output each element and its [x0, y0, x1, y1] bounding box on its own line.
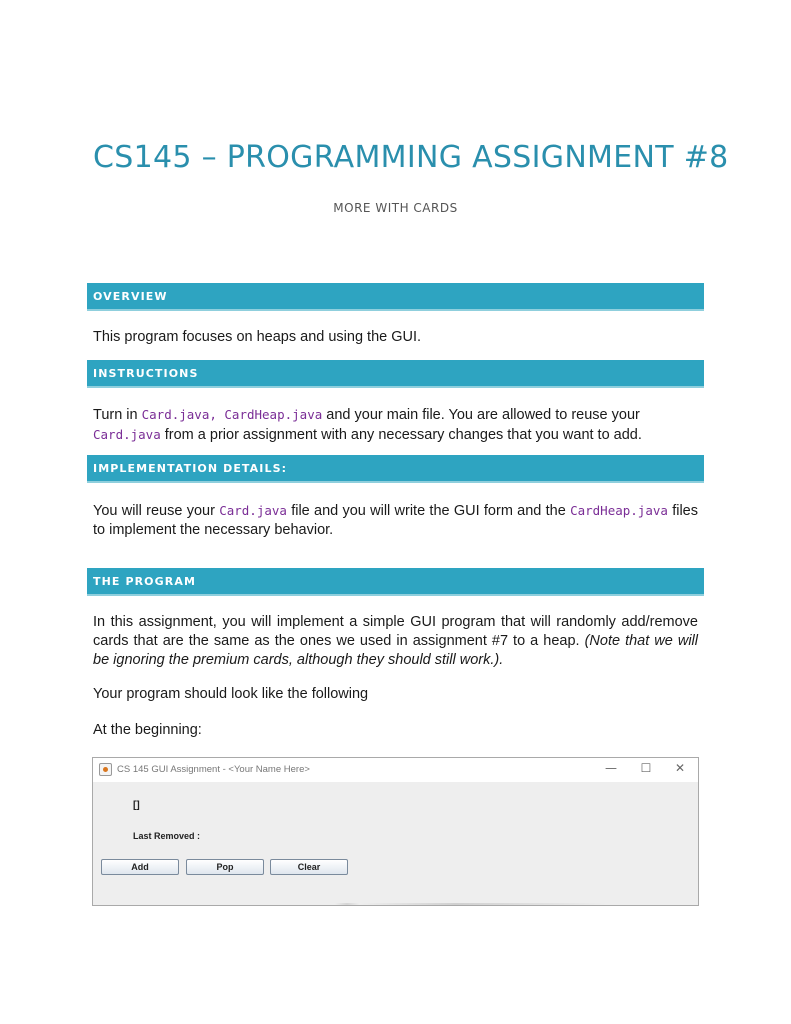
- program-paragraph-text: In this assignment, you will implement a simple GUI program that will randomly add/remove cards that are the same as the ones we used in assignment #7 to a heap.: [93, 614, 698, 649]
- close-icon[interactable]: ✕: [674, 761, 686, 775]
- java-app-icon: [99, 763, 112, 776]
- program-paragraph-note: (Note that we will be ignoring the premium cards, although they should still work.).: [93, 633, 698, 668]
- pop-button[interactable]: Pop: [186, 859, 264, 875]
- code-filename: Card.java: [93, 427, 161, 442]
- overview-heading: OVERVIEW: [93, 290, 168, 303]
- implementation-text-part: files to implement the necessary behavior.: [93, 503, 698, 538]
- clear-button[interactable]: Clear: [270, 859, 348, 875]
- last-removed-label: Last Removed :: [133, 831, 201, 841]
- code-filename: Card.java, CardHeap.java: [141, 407, 323, 422]
- program-paragraph-2: Your program should look like the following: [93, 686, 369, 702]
- program-paragraph-3: At the beginning:: [93, 722, 202, 738]
- maximize-icon[interactable]: ☐: [640, 761, 652, 775]
- instructions-text-part: from a prior assignment with any necessary changes that you want to add.: [160, 427, 642, 443]
- instructions-text: [93, 405, 698, 445]
- program-paragraph-1: [93, 613, 698, 670]
- overview-text: This program focuses on heaps and using the GUI.: [93, 329, 422, 345]
- gui-window-screenshot: [92, 757, 699, 906]
- cropped-edge: [93, 903, 698, 905]
- heap-display: []: [133, 800, 140, 811]
- instructions-heading-bar: [87, 360, 704, 388]
- instructions-heading: INSTRUCTIONS: [93, 367, 199, 380]
- implementation-text-part: You will reuse your: [93, 503, 220, 519]
- overview-heading-bar: [87, 283, 704, 311]
- gui-titlebar: [93, 758, 698, 782]
- instructions-text-part: and your main file. You are allowed to reuse your: [322, 407, 640, 423]
- code-filename: Card.java: [219, 503, 287, 518]
- page-title: CS145 – PROGRAMMING ASSIGNMENT #8: [93, 140, 729, 175]
- instructions-text-part: Turn in: [93, 407, 142, 423]
- page-subtitle: MORE WITH CARDS: [333, 201, 458, 215]
- implementation-text-part: file and you will write the GUI form and the: [286, 503, 571, 519]
- gui-window-title: CS 145 GUI Assignment - <Your Name Here>: [117, 764, 310, 775]
- add-button[interactable]: Add: [101, 859, 179, 875]
- program-heading-bar: [87, 568, 704, 596]
- minimize-icon[interactable]: —: [605, 761, 617, 775]
- implementation-heading-bar: [87, 455, 704, 483]
- implementation-text: [93, 501, 698, 540]
- program-heading: THE PROGRAM: [93, 575, 196, 588]
- implementation-heading: IMPLEMENTATION DETAILS:: [93, 462, 288, 475]
- code-filename: CardHeap.java: [570, 503, 668, 518]
